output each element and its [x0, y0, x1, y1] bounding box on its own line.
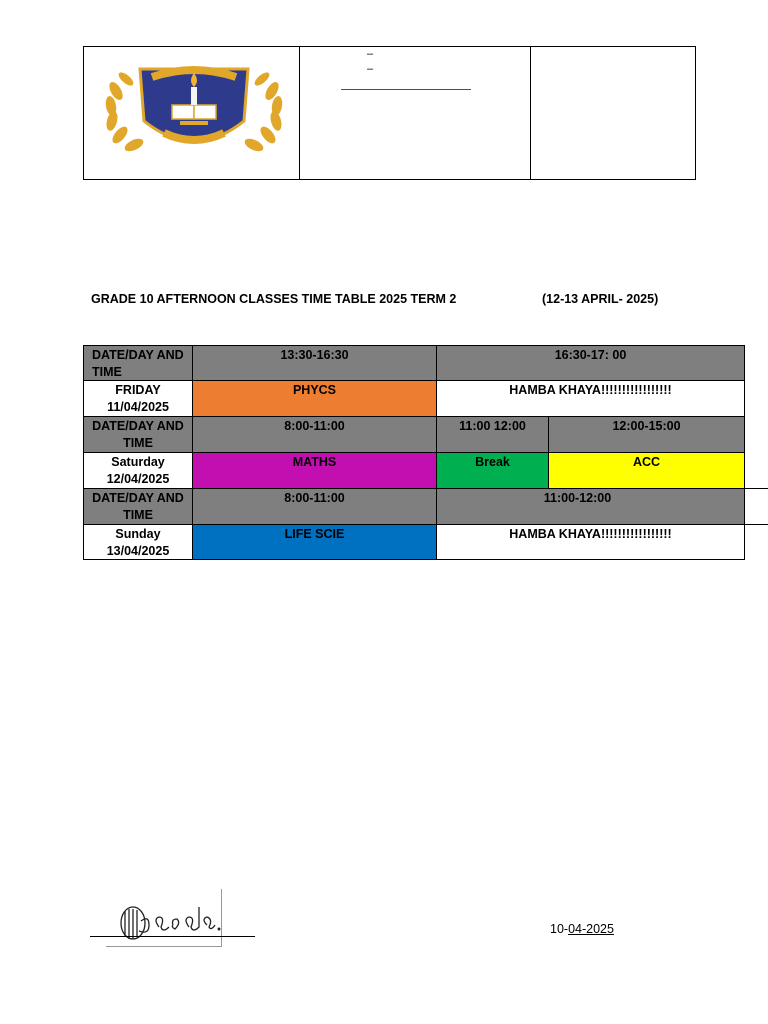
timetable — [83, 345, 745, 560]
school-logo — [94, 61, 294, 161]
header-middle-cell — [299, 47, 531, 179]
header-cell-slot: 11:00 12:00 — [436, 416, 549, 453]
day-cell-sunday: Sunday 13/04/2025 — [83, 524, 193, 560]
header-cell-slot: 8:00-11:00 — [192, 416, 437, 453]
note-cell-hamba-khaya: HAMBA KHAYA!!!!!!!!!!!!!!!!! — [436, 380, 745, 417]
timetable-title: GRADE 10 AFTERNOON CLASSES TIME TABLE 2025 TERM 2 — [91, 292, 457, 306]
note-cell-hamba-khaya: HAMBA KHAYA!!!!!!!!!!!!!!!!! — [436, 524, 745, 560]
header-right-cell — [530, 47, 696, 179]
subject-cell-phycs: PHYCS — [192, 380, 437, 417]
header-cell-date: DATE/DAY AND TIME — [83, 488, 193, 525]
header-cell-date: DATE/DAY AND TIME — [83, 345, 193, 381]
header-dash-1: – — [367, 48, 374, 60]
table-stub-line — [744, 524, 768, 525]
subject-cell-life-scie: LIFE SCIE — [192, 524, 437, 560]
header-link-underline — [341, 89, 471, 90]
header-cell-slot: 12:00-15:00 — [548, 416, 745, 453]
header-dash-2: – — [367, 63, 374, 75]
signature — [115, 897, 235, 947]
subject-cell-maths: MATHS — [192, 452, 437, 489]
day-cell-friday: FRIDAY 11/04/2025 — [83, 380, 193, 417]
header-cell-slot: 13:30-16:30 — [192, 345, 437, 381]
header-cell-slot: 16:30-17: 00 — [436, 345, 745, 381]
date-underlined: 04-2025 — [568, 922, 614, 936]
date-prefix: 10- — [550, 922, 569, 936]
logo-cell — [84, 47, 300, 179]
header-cell-date: DATE/DAY AND TIME — [83, 416, 193, 453]
header-table — [83, 46, 696, 180]
timetable-dates: (12-13 APRIL- 2025) — [542, 292, 659, 306]
subject-cell-acc: ACC — [548, 452, 745, 489]
day-cell-saturday: Saturday 12/04/2025 — [83, 452, 193, 489]
signature-line — [90, 936, 255, 937]
document-date — [550, 922, 614, 936]
table-stub-line — [744, 488, 768, 489]
header-cell-slot: 11:00-12:00 — [436, 488, 745, 525]
header-cell-slot: 8:00-11:00 — [192, 488, 437, 525]
subject-cell-break: Break — [436, 452, 549, 489]
